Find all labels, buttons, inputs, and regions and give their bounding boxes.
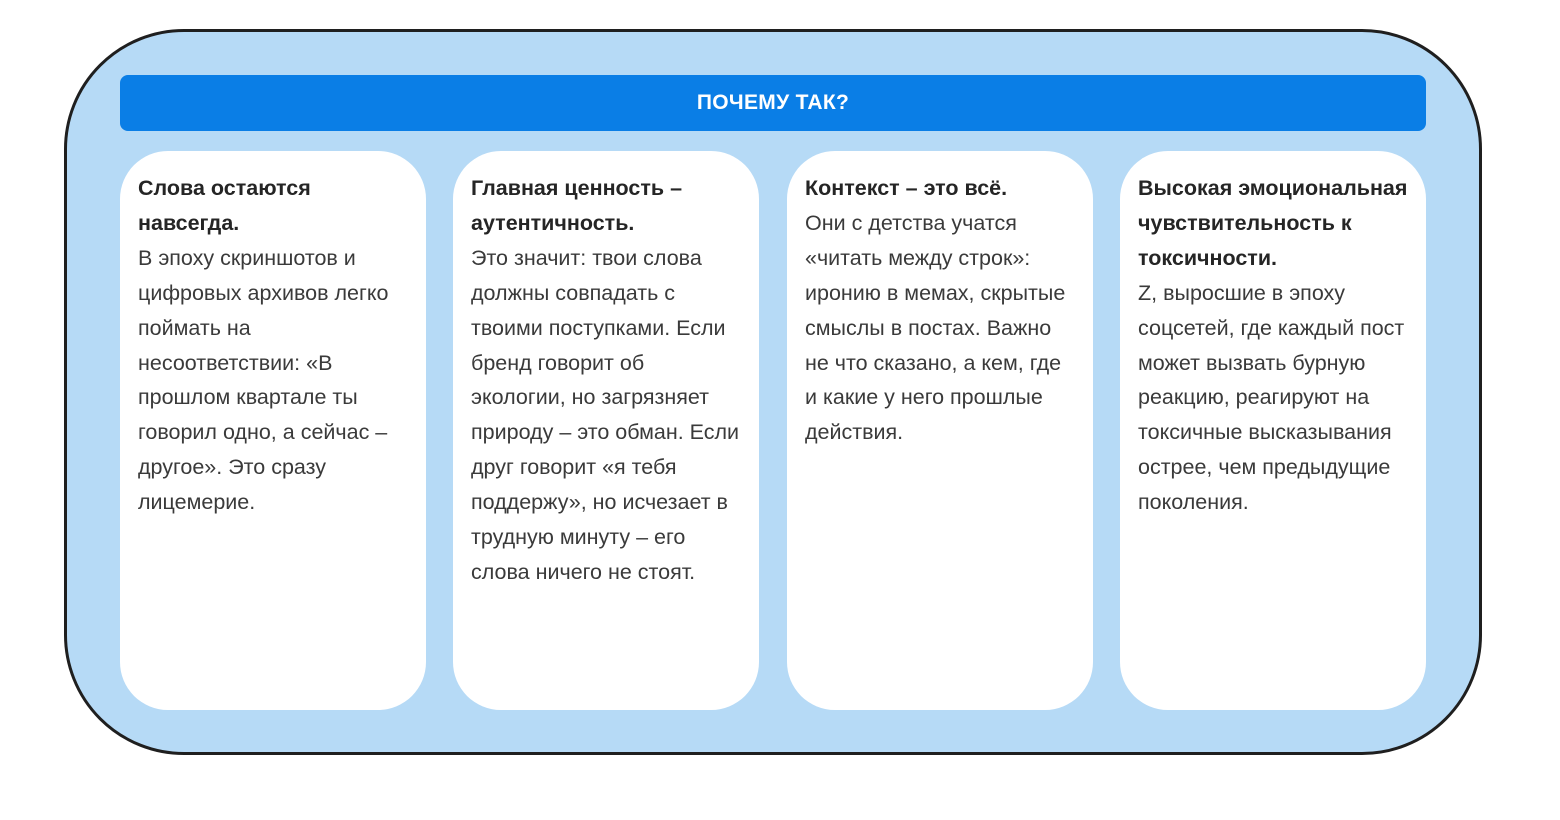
card-title: Контекст – это всё. [805, 176, 1008, 200]
card-title: Главная ценность – аутентичность. [471, 176, 683, 235]
card-body: Они с детства учатся «читать между строк»: иронию в мемах, скрытые смыслы в постах. Важно не что сказано, а кем, где и какие у него прошлые действия. [805, 210, 1066, 445]
header-title: ПОЧЕМУ ТАК? [696, 91, 850, 114]
reason-card-permanence [120, 151, 426, 710]
header-bar [120, 75, 1426, 131]
card-body: Z, выросшие в эпоху соцсетей, где каждый пост может вызвать бурную реакцию, реагируют на токсичные высказывания острее, чем предыдущие поколения. [1138, 280, 1405, 515]
card-body: Это значит: твои слова должны совпадать с твоими поступками. Если бренд говорит об экологии, но загрязняет природу – это обман. Если друг говорит «я тебя поддержу», но исчезает в трудную минуту – его слова ничего не стоят. [471, 245, 740, 584]
card-body: В эпоху скриншотов и цифровых архивов легко поймать на несоответствии: «В прошлом квартале ты говорил одно, а сейчас – другое». Это сразу лицемерие. [138, 245, 389, 515]
card-title: Высокая эмоциональная чувствительность к токсичности. [1138, 176, 1408, 270]
card-title: Слова остаются навсегда. [138, 176, 311, 235]
reason-card-context [787, 151, 1093, 710]
reason-card-sensitivity [1120, 151, 1426, 710]
reason-card-authenticity [453, 151, 759, 710]
